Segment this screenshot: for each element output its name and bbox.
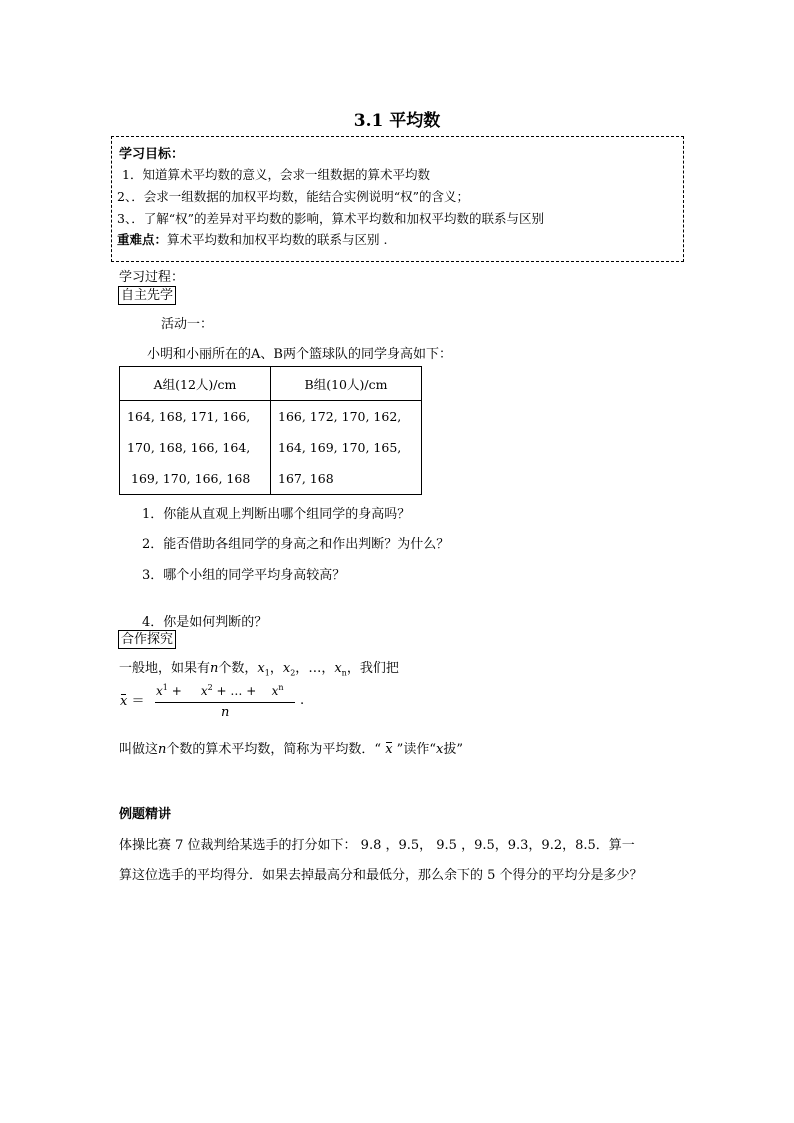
var-x: x: [282, 661, 291, 676]
general-statement: [119, 657, 399, 678]
formula-denominator: n: [221, 705, 230, 720]
equals-sign: ＝: [131, 694, 145, 709]
table-row: 169, 170, 166, 168: [131, 471, 251, 486]
question-4: 4．你是如何判断的？: [142, 615, 268, 630]
page-title: 3.1 平均数: [353, 111, 441, 131]
section-self-study: 自主先学: [118, 286, 176, 305]
var-x: x: [257, 661, 265, 676]
plus-sign: + … +: [216, 684, 257, 698]
var-x: x: [271, 684, 279, 698]
question-2: 2．能否借助各组同学的身高之和作出判断？为什么？: [142, 537, 450, 552]
ellipsis: …，: [308, 661, 335, 676]
formula-numerator: [156, 683, 284, 698]
key-points: [117, 230, 387, 248]
var-x: x: [156, 684, 163, 698]
var-x: x: [334, 661, 342, 676]
superscript: 2: [207, 683, 213, 692]
example-line-1: 体操比赛 7 位裁判给某选手的打分如下： 9.8 ，9.5， 9.5 ，9.5，9.3，9.2，8.5．算一: [119, 838, 635, 853]
definition-suffix: 拔”: [443, 742, 463, 757]
key-points-label: 重难点：: [117, 232, 168, 247]
section-cooperative: 合作探究: [118, 630, 176, 649]
table-row: 170, 168, 166, 164,: [127, 440, 251, 455]
general-prefix: 一般地，如果有: [119, 661, 211, 676]
table-row: 164, 168, 171, 166,: [127, 409, 251, 424]
group-a-cell: [120, 401, 271, 495]
goal-item: 1．知道算术平均数的意义，会求一组数据的算术平均数: [122, 167, 430, 182]
definition-text: [119, 738, 463, 757]
definition-mid2: ”读作“: [396, 742, 436, 757]
plus-sign: +: [171, 684, 182, 698]
goal-item: 3、．了解“权”的差异对平均数的影响，算术平均数和加权平均数的联系与区别: [117, 211, 544, 226]
var-x: x: [435, 742, 444, 757]
table-row: 164, 169, 170, 165,: [278, 440, 402, 455]
example-line-2: 算这位选手的平均得分．如果去掉最高分和最低分，那么余下的 5 个得分的平均分是多少？: [119, 868, 643, 883]
x-bar: x: [120, 694, 128, 709]
x-bar: x: [385, 742, 393, 757]
subscript: 2: [290, 668, 296, 678]
superscript: 1: [162, 683, 168, 692]
activity-label: 活动一：: [161, 317, 214, 332]
table-header-b: B组(10人)/cm: [271, 367, 422, 401]
example-heading: 例题精讲: [119, 807, 172, 822]
definition-prefix: 叫做这: [119, 742, 159, 757]
table-header-a: A组(12人)/cm: [120, 367, 271, 401]
table-row: 167, 168: [278, 471, 334, 486]
table-row: 166, 172, 170, 162,: [278, 409, 402, 424]
key-points-text: 算术平均数和加权平均数的联系与区别 .: [167, 232, 388, 247]
general-suffix: ，我们把: [346, 661, 399, 676]
subscript: 1: [264, 668, 270, 678]
heights-table: [119, 366, 422, 495]
group-b-cell: [271, 401, 422, 495]
intro-text: 小明和小丽所在的A、B两个篮球队的同学身高如下：: [147, 347, 452, 362]
process-label: 学习过程：: [119, 270, 185, 285]
question-3: 3．哪个小组的同学平均身高较高？: [142, 568, 346, 583]
fraction-bar: [155, 702, 295, 703]
var-x: x: [200, 684, 208, 698]
question-1: 1．你能从直观上判断出哪个组同学的身高吗？: [142, 507, 411, 522]
var-n: n: [210, 661, 219, 676]
punct: ，: [269, 661, 283, 676]
superscript: n: [278, 683, 284, 692]
formula-lhs: [120, 690, 145, 709]
punct: ，: [295, 661, 309, 676]
goal-item: 2、．会求一组数据的加权平均数，能结合实例说明“权”的含义；: [117, 189, 469, 204]
general-mid: 个数，: [218, 661, 258, 676]
definition-mid: 个数的算术平均数，简称为平均数．“: [166, 742, 382, 757]
learning-goals-box: [111, 136, 684, 262]
var-n: n: [158, 742, 167, 757]
formula-period: .: [300, 693, 305, 708]
goals-heading: 学习目标：: [119, 147, 185, 162]
subscript: n: [341, 668, 347, 678]
